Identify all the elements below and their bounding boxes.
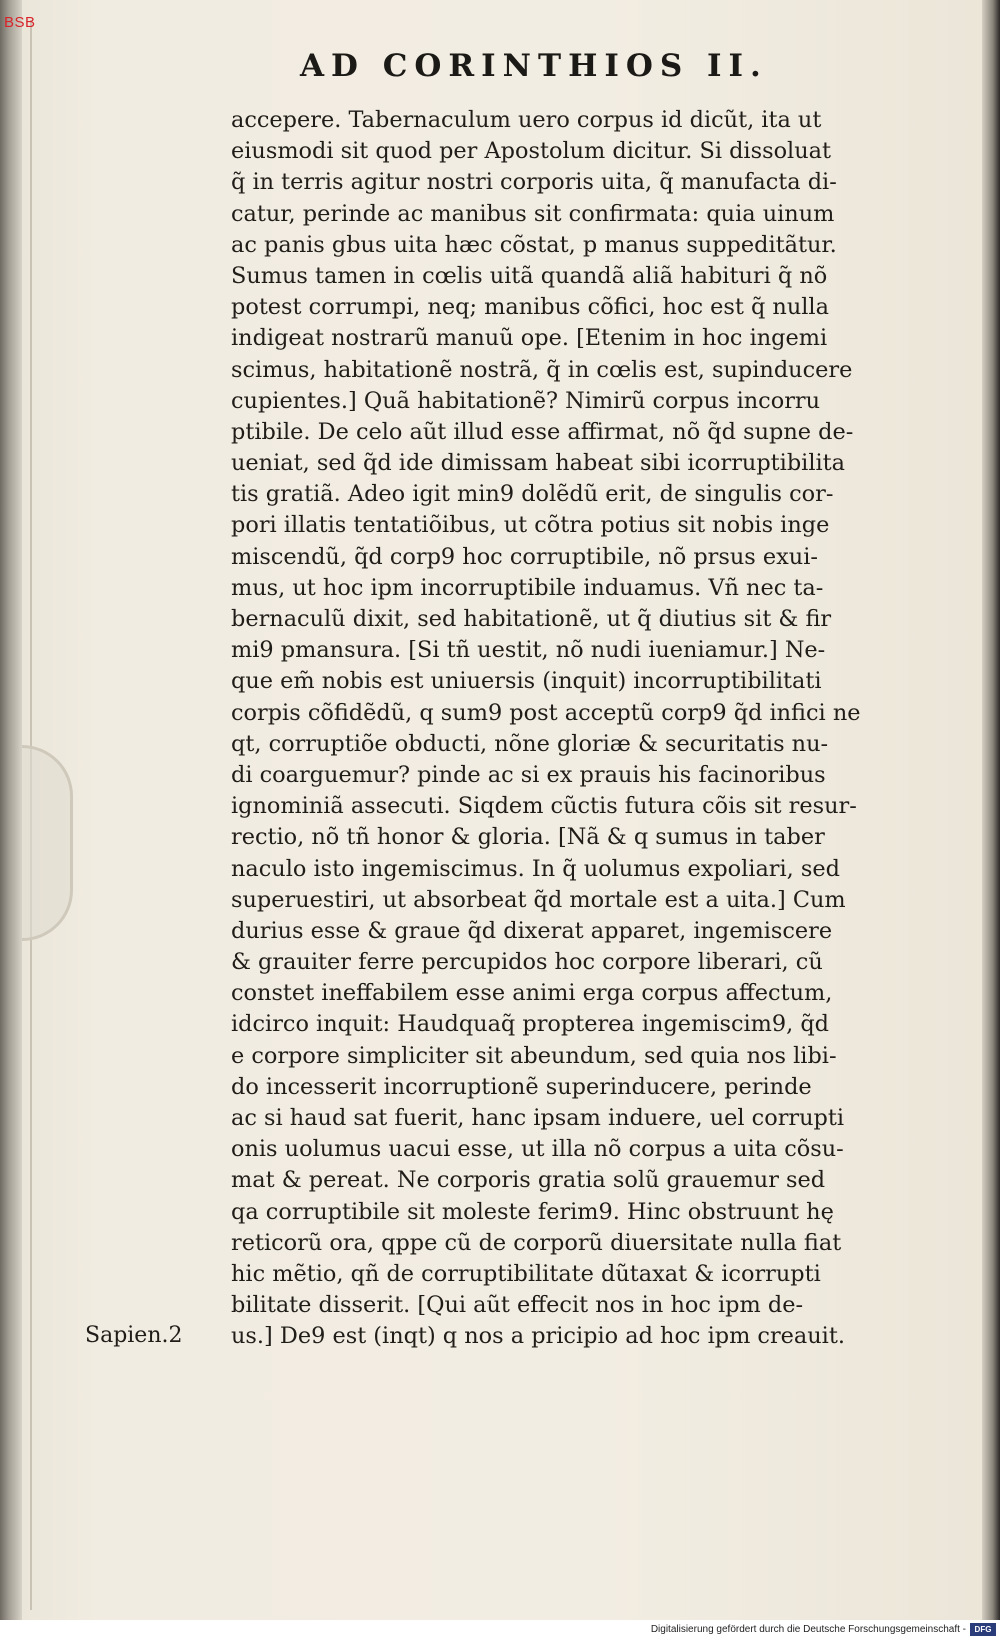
- text-line: & grauiter ferre percupidos hoc corpore liberari, cũ: [231, 949, 823, 976]
- text-line: idcirco inquit: Haudquaq̃ propterea ingemiscim9, q̃d: [231, 1011, 830, 1038]
- text-line: superuestiri, ut absorbeat q̃d mortale est a uita.] Cum: [231, 886, 846, 913]
- running-head: AD CORINTHIOS II.: [300, 48, 768, 84]
- text-line: mat & pereat. Ne corporis gratia solũ grauemur sed: [231, 1167, 826, 1194]
- text-line: cupientes.] Quã habitationẽ? Nimirũ corpus incorru: [231, 387, 821, 414]
- text-line: constet ineffabilem esse animi erga corpus affectum,: [231, 980, 833, 1007]
- text-line: q̃ in terris agitur nostri corporis uita, q̃ manufacta di-: [231, 169, 837, 196]
- text-line: naculo isto ingemiscimus. In q̃ uolumus expoliari, sed: [231, 855, 840, 882]
- text-line: ac panis gbus uita hæc cõstat, p manus suppeditãtur.: [231, 231, 837, 258]
- footer-bar: [0, 1620, 1000, 1641]
- right-page-edge: [982, 0, 1000, 1641]
- footer-credit: Digitalisierung gefördert durch die Deutsche Forschungsgemeinschaft -: [650, 1624, 966, 1635]
- text-line: Sumus tamen in cœlis uitã quandã aliã habituri q̃ nõ: [231, 262, 828, 289]
- text-line: accepere. Tabernaculum uero corpus id dicũt, ita ut: [231, 107, 822, 133]
- book-binding-edge: [0, 0, 22, 1641]
- text-line: eiusmodi sit quod per Apostolum dicitur. Si dissoluat: [231, 138, 831, 165]
- text-line: tis gratiã. Adeo igit min9 dolẽdũ erit, de singulis cor-: [231, 481, 834, 508]
- text-line: di coarguemur? pinde ac si ex prauis his facinoribus: [231, 761, 826, 788]
- text-line: mus, ut hoc ipm incorruptibile induamus. Vñ nec ta-: [231, 574, 824, 601]
- text-line: catur, perinde ac manibus sit confirmata: quia uinum: [231, 200, 835, 227]
- text-line: rectio, nõ tñ honor & gloria. [Nã & q sumus in taber: [231, 824, 825, 851]
- page-clip: [22, 745, 73, 941]
- margin-note: Sapien.2: [85, 1323, 183, 1348]
- dfg-logo: DFG: [970, 1623, 996, 1636]
- text-line: miscendũ, q̃d corp9 hoc corruptibile, nõ prsus exui-: [231, 543, 818, 570]
- text-line: pori illatis tentatiõibus, ut cõtra potius sit nobis inge: [231, 512, 830, 539]
- text-line: do incesserit incorruptionẽ superinducere, perinde: [231, 1073, 812, 1100]
- text-line: e corpore simpliciter sit abeundum, sed quia nos libi-: [231, 1042, 837, 1069]
- text-line: durius esse & graue q̃d dixerat apparet, ingemiscere: [231, 917, 833, 944]
- text-line: qa corruptibile sit moleste ferim9. Hinc obstruunt hę: [231, 1198, 834, 1225]
- text-line: potest corrumpi, neq; manibus cõfici, hoc est q̃ nulla: [231, 294, 829, 321]
- text-line: que em̃ nobis est uniuersis (inquit) incorruptibilitati: [231, 668, 822, 695]
- text-line: bilitate disserit. [Qui aũt effecit nos in hoc ipm de-: [231, 1292, 804, 1319]
- text-line: scimus, habitationẽ nostrã, q̃ in cœlis est, supinducere: [231, 356, 853, 383]
- text-line: ac si haud sat fuerit, hanc ipsam induere, uel corrupti: [231, 1105, 845, 1131]
- text-line: ptibile. De celo aũt illud esse affirmat, nõ q̃d supne de-: [231, 418, 854, 445]
- text-line: corpis cõfidẽdũ, q sum9 post acceptũ corp9 q̃d infici ne: [231, 699, 861, 726]
- text-line: reticorũ ora, qppe cũ de corporũ diuersitate nulla fiat: [231, 1229, 842, 1256]
- text-line: ignominiã assecuti. Siqdem cũctis futura cõis sit resur-: [231, 793, 857, 820]
- text-line: ueniat, sed q̃d ide dimissam habeat sibi icorruptibilita: [231, 450, 845, 477]
- library-mark: BSB: [4, 14, 36, 31]
- text-line: indigeat nostrarũ manuũ ope. [Etenim in hoc ingemi: [231, 325, 828, 352]
- text-line: mi9 pmansura. [Si tñ uestit, nõ nudi iueniamur.] Ne-: [231, 637, 826, 664]
- text-line: qt, corruptiõe obducti, nõne gloriæ & securitatis nu-: [231, 730, 829, 757]
- text-line: us.] De9 est (inqt) q nos a pricipio ad hoc ipm creauit.: [231, 1323, 845, 1350]
- text-line: onis uolumus uacui esse, ut illa nõ corpus a uita cõsu-: [231, 1136, 844, 1163]
- text-line: hic mẽtio, qñ de corruptibilitate dũtaxat & icorrupti: [231, 1260, 821, 1287]
- body-text: [231, 105, 921, 1353]
- text-line: bernaculũ dixit, sed habitationẽ, ut q̃ diutius sit & fir: [231, 606, 832, 632]
